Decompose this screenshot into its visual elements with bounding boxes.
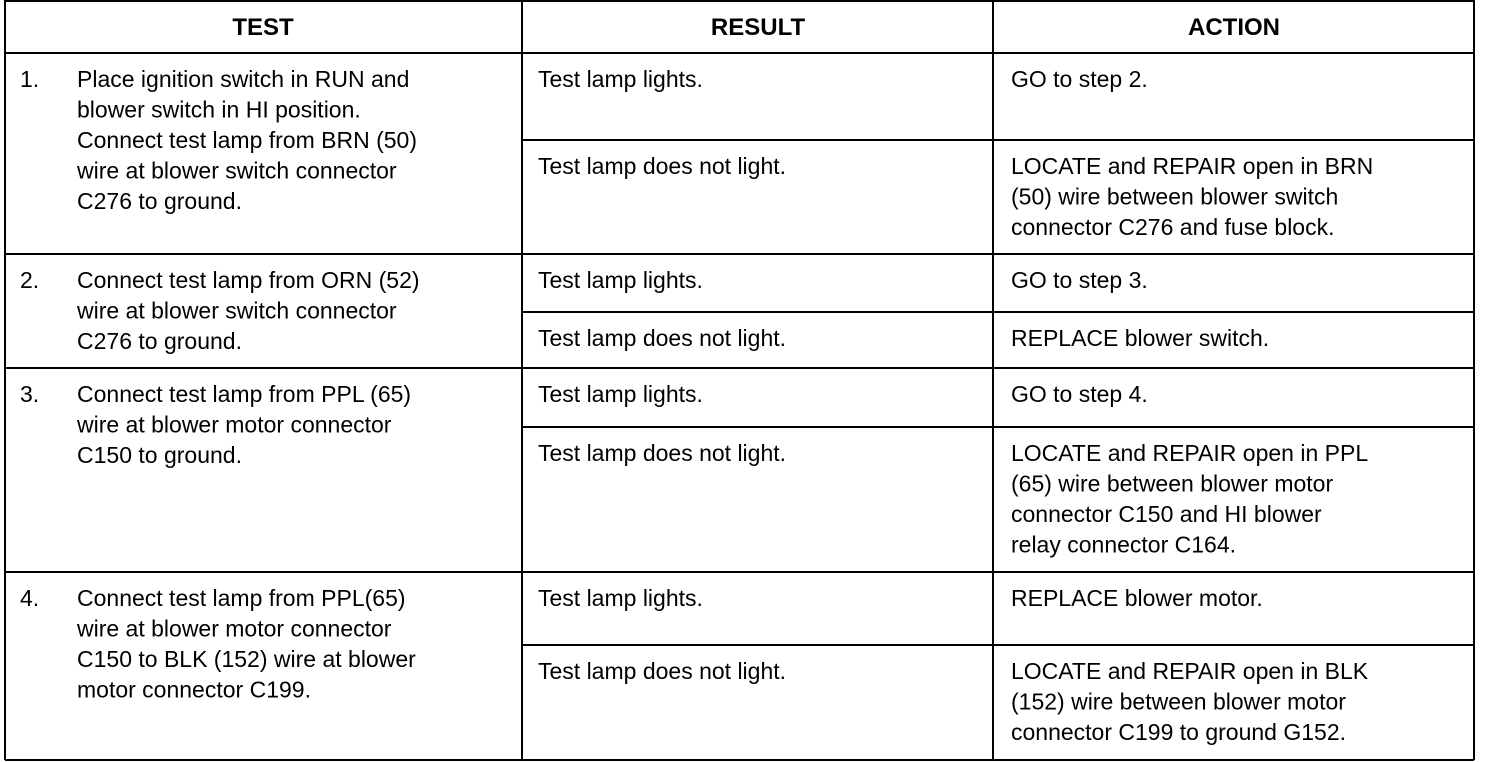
action-cell-line: (152) wire between blower motor (1011, 688, 1346, 715)
test-procedure (76, 585, 416, 703)
action-cell-line: connector C150 and HI blower (1011, 501, 1322, 527)
action-cell-line: connector C276 and fuse block. (1011, 214, 1335, 240)
result-cell (538, 153, 786, 179)
result-cell (538, 658, 786, 684)
test-procedure (76, 66, 417, 214)
table-row-step-3 (20, 381, 1368, 558)
result-cell-line: Test lamp does not light. (538, 325, 787, 351)
test-procedure-line: Place ignition switch in RUN and (77, 66, 410, 92)
test-procedure (76, 381, 411, 468)
action-cell-line: LOCATE and REPAIR open in BLK (1011, 658, 1369, 684)
result-cell-line: Test lamp lights. (538, 585, 703, 611)
test-procedure-line: Connect test lamp from BRN (50) (77, 127, 418, 153)
step-number: 3. (20, 381, 40, 407)
result-cell-line: Test lamp lights. (538, 267, 703, 293)
table-row-step-2 (20, 267, 1269, 354)
result-cell (538, 267, 703, 293)
result-cell-line: Test lamp does not light. (538, 658, 787, 684)
step-number: 2. (20, 267, 40, 293)
result-cell-line: Test lamp does not light. (538, 153, 787, 179)
action-cell-line: REPLACE blower motor. (1011, 585, 1263, 611)
test-procedure-line: Connect test lamp from PPL (65) (77, 381, 412, 407)
action-cell (1011, 325, 1269, 351)
test-procedure-line: C150 to BLK (152) wire at blower (77, 646, 416, 672)
result-cell (538, 381, 703, 407)
step-number: 4. (20, 585, 40, 611)
result-cell (538, 440, 786, 466)
action-cell (1011, 658, 1369, 745)
result-cell (538, 585, 703, 611)
action-cell-line: GO to step 2. (1011, 66, 1148, 92)
test-procedure-line: wire at blower switch connector (77, 157, 397, 184)
table-row-step-4 (20, 585, 1369, 745)
test-procedure-line: C150 to ground. (77, 442, 242, 468)
action-cell-line: LOCATE and REPAIR open in BRN (1011, 153, 1374, 179)
test-procedure-line: wire at blower switch connector (77, 297, 397, 324)
test-procedure (76, 267, 420, 354)
table-row-step-1 (20, 66, 1373, 240)
action-cell (1011, 381, 1148, 407)
action-cell-line: relay connector C164. (1011, 531, 1237, 558)
action-cell (1011, 440, 1368, 558)
header-result: RESULT (710, 14, 806, 41)
action-cell (1011, 585, 1263, 611)
result-cell-line: Test lamp lights. (538, 66, 703, 92)
action-cell (1011, 66, 1148, 92)
action-cell (1011, 267, 1148, 293)
header-test: TEST (232, 14, 294, 41)
test-procedure-line: motor connector C199. (77, 676, 311, 703)
table-header-row (232, 14, 1280, 41)
test-procedure-line: wire at blower motor connector (77, 411, 392, 438)
table-body (20, 66, 1373, 745)
test-procedure-line: blower switch in HI position. (77, 96, 361, 123)
action-cell-line: LOCATE and REPAIR open in PPL (1011, 440, 1369, 466)
action-cell-line: connector C199 to ground G152. (1011, 719, 1347, 745)
action-cell-line: (50) wire between blower switch (1011, 183, 1339, 210)
result-cell-line: Test lamp lights. (538, 381, 703, 407)
test-procedure-line: C276 to ground. (77, 188, 242, 214)
action-cell-line: GO to step 4. (1011, 381, 1148, 407)
action-cell-line: (65) wire between blower motor (1011, 470, 1334, 497)
action-cell-line: GO to step 3. (1011, 267, 1148, 293)
test-procedure-line: C276 to ground. (77, 328, 242, 354)
action-cell (1011, 153, 1373, 240)
step-number: 1. (20, 66, 40, 92)
test-procedure-line: Connect test lamp from PPL(65) (77, 585, 406, 611)
action-cell-line: REPLACE blower switch. (1011, 325, 1270, 351)
result-cell (538, 66, 703, 92)
result-cell-line: Test lamp does not light. (538, 440, 787, 466)
test-procedure-line: wire at blower motor connector (77, 615, 392, 642)
test-procedure-line: Connect test lamp from ORN (52) (77, 267, 420, 293)
result-cell (538, 325, 786, 351)
header-action: ACTION (1188, 14, 1280, 41)
